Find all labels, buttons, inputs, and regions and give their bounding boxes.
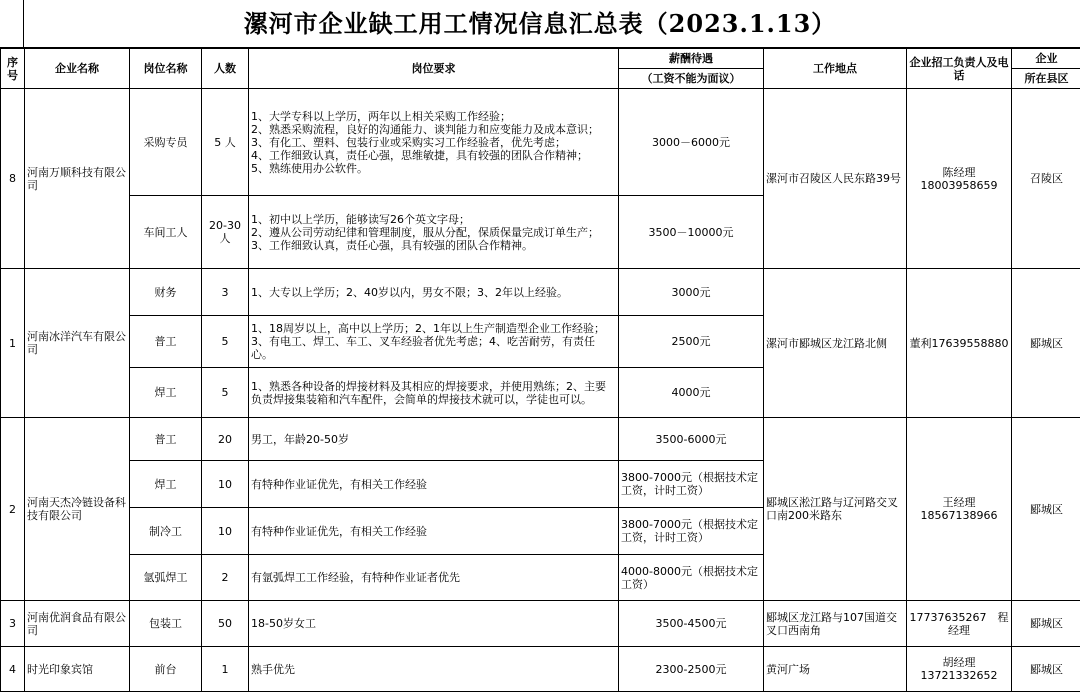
salary-cell: 2500元 (619, 316, 764, 368)
contact-cell (907, 89, 1012, 269)
count-cell: 50 (202, 601, 249, 647)
county-cell: 郾城区 (1012, 647, 1080, 692)
contact-cell (907, 418, 1012, 601)
position-cell: 财务 (130, 269, 202, 316)
count-cell: 5 人 (202, 89, 249, 196)
position-cell: 前台 (130, 647, 202, 692)
salary-cell: 3000元 (619, 269, 764, 316)
count-cell: 2 (202, 555, 249, 601)
header-contact: 企业招工负责人及电话 (907, 49, 1012, 89)
salary-cell: 4000-8000元（根据技术定工资） (619, 555, 764, 601)
company-name-cell: 河南冰洋汽车有限公司 (25, 269, 130, 418)
requirements-cell: 男工，年龄20-50岁 (249, 418, 619, 461)
header-location: 工作地点 (764, 49, 907, 89)
company-name-cell: 河南优润食品有限公司 (25, 601, 130, 647)
salary-cell: 2300-2500元 (619, 647, 764, 692)
header-county-top: 企业 (1012, 49, 1080, 69)
contact-name: 王经理 (942, 496, 976, 509)
contact-phone: 13721332652 (920, 669, 998, 682)
header-salary: 薪酬待遇 (619, 49, 764, 69)
header-requirements: 岗位要求 (249, 49, 619, 89)
requirements-cell: 18-50岁女工 (249, 601, 619, 647)
title-left-cell (0, 0, 24, 47)
position-cell: 普工 (130, 316, 202, 368)
company-name-cell: 河南万顺科技有限公司 (25, 89, 130, 269)
salary-cell: 3500-4500元 (619, 601, 764, 647)
requirements-cell: 有特种作业证优先，有相关工作经验 (249, 461, 619, 508)
requirements-cell: 有氩弧焊工工作经验，有特种作业证者优先 (249, 555, 619, 601)
position-cell: 焊工 (130, 368, 202, 418)
location-cell: 黄河广场 (764, 647, 907, 692)
requirements-cell: 熟手优先 (249, 647, 619, 692)
location-cell: 郾城区龙江路与107国道交叉口西南角 (764, 601, 907, 647)
location-cell: 漯河市召陵区人民东路39号 (764, 89, 907, 269)
position-cell: 采购专员 (130, 89, 202, 196)
position-cell: 车间工人 (130, 196, 202, 269)
header-position: 岗位名称 (130, 49, 202, 89)
position-cell: 氩弧焊工 (130, 555, 202, 601)
contact-cell (907, 269, 1012, 418)
company-name-cell: 河南天杰冷链设备科技有限公司 (25, 418, 130, 601)
contact-phone: 18003958659 (920, 178, 998, 192)
seq-cell: 2 (1, 418, 25, 601)
table-row (1, 647, 1080, 692)
requirements-cell: 1、18周岁以上，高中以上学历；2、1年以上生产制造型企业工作经验；3、有电工、焊工、车工、叉车经验者优先考虑；4、吃苦耐劳，有责任心。 (249, 316, 619, 368)
contact-name: 陈经理 (942, 165, 976, 179)
position-cell: 制冷工 (130, 508, 202, 555)
count-cell: 10 (202, 508, 249, 555)
salary-cell: 3500－10000元 (619, 196, 764, 269)
contact-name: 胡经理 (942, 656, 976, 669)
position-cell: 焊工 (130, 461, 202, 508)
salary-cell: 4000元 (619, 368, 764, 418)
table-row (1, 269, 1080, 316)
table-row (1, 601, 1080, 647)
location-cell: 漯河市郾城区龙江路北侧 (764, 269, 907, 418)
salary-cell: 3800-7000元（根据技术定工资，计时工资） (619, 508, 764, 555)
contact-cell (907, 647, 1012, 692)
salary-cell: 3800-7000元（根据技术定工资，计时工资） (619, 461, 764, 508)
requirements-cell: 1、大学专科以上学历，两年以上相关采购工作经验； 2、熟悉采购流程，良好的沟通能力、谈判能力和应变能力及成本意识； 3、有化工、塑料、包装行业或采购实习工作经验者，优先考虑； 4、工作细致认真，责任心强，思维敏捷，具有较强的团队合作精神； 5、熟练使用办公软件。 (249, 89, 619, 196)
company-name-cell: 时光印象宾馆 (25, 647, 130, 692)
county-cell: 召陵区 (1012, 89, 1080, 269)
seq-cell: 4 (1, 647, 25, 692)
requirements-cell: 1、大专以上学历；2、40岁以内，男女不限；3、2年以上经验。 (249, 269, 619, 316)
header-seq: 序号 (1, 49, 25, 89)
requirements-cell: 有特种作业证优先，有相关工作经验 (249, 508, 619, 555)
table-body (1, 49, 1080, 692)
salary-cell: 3000－6000元 (619, 89, 764, 196)
header-company: 企业名称 (25, 49, 130, 89)
salary-cell: 3500-6000元 (619, 418, 764, 461)
requirements-cell: 1、熟悉各种设备的焊接材料及其相应的焊接要求，并使用熟练；2、主要负责焊接集装箱和汽车配件，会简单的焊接技术就可以，学徒也可以。 (249, 368, 619, 418)
header-row-1 (1, 49, 1080, 69)
seq-cell: 8 (1, 89, 25, 269)
count-cell: 10 (202, 461, 249, 508)
county-cell: 郾城区 (1012, 418, 1080, 601)
contact-phone: 18567138966 (920, 509, 998, 522)
sheet-title-text: 漯河市企业缺工用工情况信息汇总表（2023.1.13） (243, 9, 837, 38)
contact-name: 17737635267 程经理 (909, 610, 1009, 637)
seq-cell: 3 (1, 601, 25, 647)
count-cell: 3 (202, 269, 249, 316)
location-cell: 郾城区淞江路与辽河路交叉口南200米路东 (764, 418, 907, 601)
position-cell: 普工 (130, 418, 202, 461)
count-cell: 5 (202, 368, 249, 418)
recruitment-table (0, 48, 1080, 692)
county-cell: 郾城区 (1012, 601, 1080, 647)
count-cell: 5 (202, 316, 249, 368)
header-salary-note: （工资不能为面议） (619, 69, 764, 89)
count-cell: 20-30人 (202, 196, 249, 269)
position-cell: 包装工 (130, 601, 202, 647)
requirements-cell: 1、初中以上学历，能够读写26个英文字母； 2、遵从公司劳动纪律和管理制度，服从分配，保质保量完成订单生产； 3、工作细致认真，责任心强，具有较强的团队合作精神。 (249, 196, 619, 269)
count-cell: 20 (202, 418, 249, 461)
contact-name: 董利17639558880 (909, 336, 1009, 350)
contact-cell (907, 601, 1012, 647)
sheet-title (0, 0, 1080, 48)
table-row (1, 89, 1080, 196)
header-county-bottom: 所在县区 (1012, 69, 1080, 89)
seq-cell: 1 (1, 269, 25, 418)
county-cell: 郾城区 (1012, 269, 1080, 418)
header-count: 人数 (202, 49, 249, 89)
count-cell: 1 (202, 647, 249, 692)
table-row (1, 418, 1080, 461)
